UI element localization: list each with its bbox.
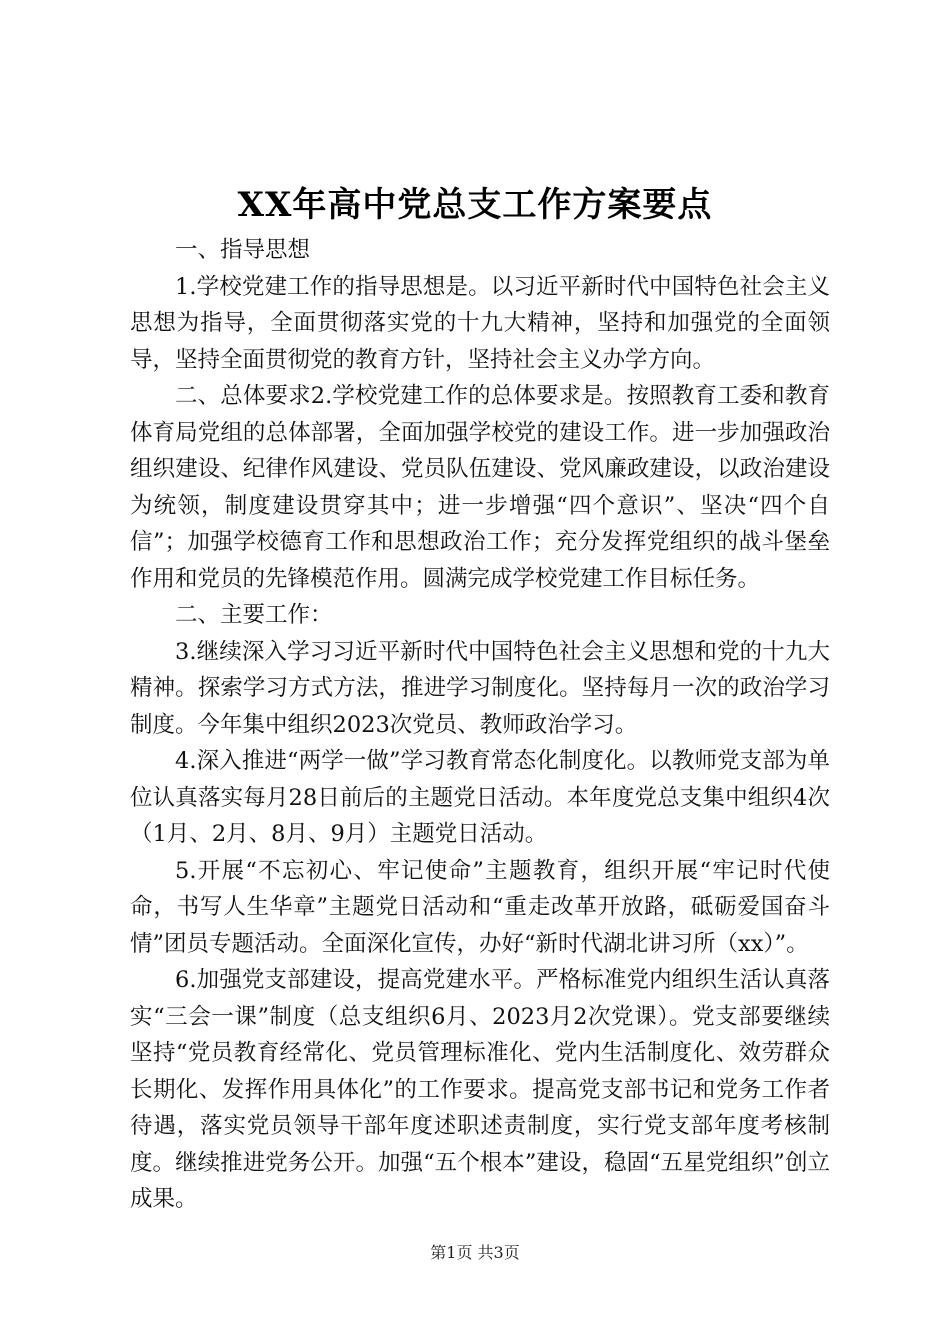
paragraph-1: 1.学校党建工作的指导思想是。以习近平新时代中国特色社会主义思想为指导，全面贯彻落实党的十九大精神，坚持和加强党的全面领导，坚持全面贯彻党的教育方针，坚持社会主义办学方向。 xyxy=(130,273,830,373)
paragraph-3: 3.继续深入学习习近平新时代中国特色社会主义思想和党的十九大精神。探索学习方式方法，推进学习制度化。坚持每月一次的政治学习制度。今年集中组织2023次党员、教师政治学习。 xyxy=(130,638,830,738)
section-heading-guiding-thought: 一、指导思想 xyxy=(175,237,311,263)
paragraph-6: 6.加强党支部建设，提高党建水平。严格标准党内组织生活认真落实“三会一课”制度（总支组织6月、2023月2次党课）。党支部要继续坚持“党员教育经常化、党员管理标准化、党内生活制度化、效劳群众长期化、发挥作用具体化”的工作要求。提高党支部书记和党务工作者待遇，落实党员领导干部年度述职述责制度，实行党支部年度考核制度。继续推进党务公开。加强“五个根本”建设，稳固“五星党组织”创立成果。 xyxy=(130,967,830,1212)
page-number-footer: 第1页 共3页 xyxy=(430,1243,520,1262)
section-heading-main-work: 二、主要工作： xyxy=(175,602,333,628)
paragraph-4: 4.深入推进“两学一做”学习教育常态化制度化。以教师党支部为单位认真落实每月28日前后的主题党日活动。本年度党总支集中组织4次（1月、2月、8月、9月）主题党日活动。 xyxy=(130,748,830,847)
document-title: XX年高中党总支工作方案要点 xyxy=(237,185,713,225)
paragraph-2: 二、总体要求2.学校党建工作的总体要求是。按照教育工委和教育体育局党组的总体部署，全面加强学校党的建设工作。进一步加强政治组织建设、纪律作风建设、党员队伍建设、党风廉政建设，以政治建设为统领，制度建设贯穿其中；进一步增强“四个意识”、坚决“四个自信”；加强学校德育工作和思想政治工作；充分发挥党组织的战斗堡垒作用和党员的先锋模范作用。圆满完成学校党建工作目标任务。 xyxy=(130,383,830,592)
paragraph-5: 5.开展“不忘初心、牢记使命”主题教育，组织开展“牢记时代使命，书写人生华章”主题党日活动和“重走改革开放路，砥砺爱国奋斗情”团员专题活动。全面深化宣传，办好“新时代湖北讲习所（xx）”。 xyxy=(130,857,830,957)
document-body xyxy=(130,232,830,1218)
